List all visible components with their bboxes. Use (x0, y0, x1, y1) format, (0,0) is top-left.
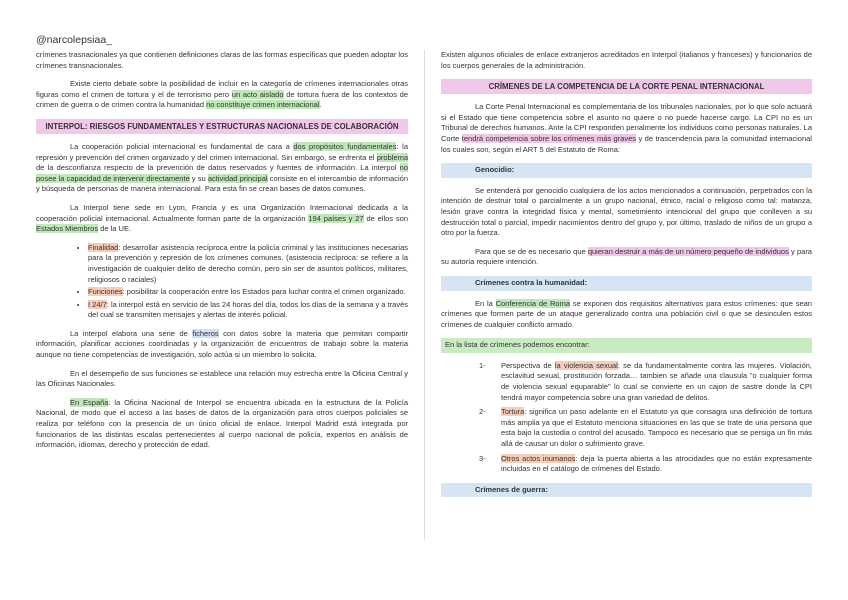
highlight-text: Conferencia de Roma (495, 298, 571, 308)
column-divider (424, 50, 425, 540)
crimes-numbered-list (441, 361, 812, 475)
subheading-genocidio: Genocidio: (441, 163, 812, 178)
subheading-guerra: Crímenes de guerra: (441, 483, 812, 498)
highlight-text: Finalidad (88, 242, 119, 252)
highlight-text: un acto aislado (231, 89, 284, 99)
paragraph-genocidio-requisito: Para que se de es necesario que quieran destruir a más de un número pequeño de individuos y para su autoría requiere intención. (441, 246, 812, 267)
highlight-text: problema (376, 152, 408, 162)
highlight-text: 194 países y 27 (308, 213, 364, 223)
list-item: 1- Perspectiva de la violencia sexual: se da fundamentalmente contra las mujeres. Violación, esclavitud sexual, prostitución forzada… tambien se añade una clausula "o cualquier forma de violencia sexual equparable" lo cual se convierte en un cajon de sastre donde la CPI tendrá mayor competencia sobre una gran variedad de delitos. (479, 360, 812, 402)
paragraph-oficiales: Existen algunos oficiales de enlace extranjeros acreditados en Interpol (italianos y franceses) y funcionarios de los cuerpos generales de la administración. (441, 50, 812, 70)
list-item: • Finalidad: desarrollar asistencia recíproca entre la policía criminal y las instituciones necesarias para la prevención y represión de los crímenes comunes. (asistencia recíproca: se refiere a la investigación de cualquier delito de derecho común, pero sin ser de asuntos políticos, militares, religiosos o raciales) (88, 243, 408, 285)
highlight-text: no constituye crimen internacional (206, 100, 320, 110)
highlight-text: Estados Miembros (36, 224, 99, 234)
paragraph-lyon: La Interpol tiene sede en Lyon, Francia y es una Organización Internacional dedicada a la cooperación policial internacional. Actualmente forman parte de la organización 194 países y 27 de ellos son Estados Miembros de la UE. (36, 202, 408, 234)
author-handle: @narcolepsiaa_ (36, 34, 113, 46)
section-heading-cpi: CRÍMENES DE LA COMPETENCIA DE LA CORTE PENAL INTERNACIONAL (441, 79, 812, 94)
list-item: • Funciones: posibilitar la cooperación entre los Estados para luchar contra el crimen organizado. (88, 287, 408, 298)
highlight-text: I 24/7 (88, 299, 107, 309)
paragraph-corte-penal: La Corte Penal Internacional es complementaria de los tribunales nacionales, por lo que solo actuará si el Estado que tiene competencia sobre el asunto no quiere o no puede hacerse cargo. La CPI no es un Tribunal de derechos humanos. Ante la CPI responden penalmente los individuos como personas naturales. La Corte tendrá competencia sobre los crímenes más graves y de trascendencia para la comunidad internacional los cuales son, según el ART 5 del Estatuto de Roma: (441, 102, 812, 154)
paragraph-conferencia-roma: En la Conferencia de Roma se exponen dos requisitos alternativos para estos crímenes: que sean crímenes que formen parte de un ataque generalizado contra una población civil o que se desinculen estos crímenes de cualquier conflicto armado. (441, 298, 812, 329)
paragraph-ficheros: La interpol elabora una serie de ficheros con datos sobre la materia que permitan compartir información, planificar acciones coordinadas y la organización de encuentros de trabajo sobre la materia aunque no tiene competencias de investigación, solo actúa si un miembro lo solicita. (36, 328, 408, 360)
paragraph-oficinas: En el desempeño de sus funciones se establece una relación muy estrecha entre la Oficina Central y las Oficinas Nacionales. (36, 368, 408, 389)
highlight-text: dos propósitos fundamentales (293, 141, 397, 151)
highlight-text: quieran destruir a más de un número pequeño de individuos (587, 246, 789, 256)
list-item: 2- Tortura: significa un paso adelante en el Estatuto ya que consagra una definición de tortura más amplia ya que el Estatuto menciona situaciones en las que se trate de una persona que esta bajo la custodia o control del acusado. Tampoco es necesario que se persiga un fin más allá de causar un dolor o sufrimiento grave. (479, 407, 812, 449)
highlight-text: actividad principal (207, 173, 268, 183)
interpol-bullet-list (36, 243, 408, 321)
highlight-text: ficheros (192, 328, 219, 338)
paragraph-cooperation: La cooperación policial internacional es fundamental de cara a dos propósitos fundamentales: la represión y prevención del crimen organizado y del crimen internacional. Sin embargo, se enfrenta el problema de la desconfianza respecto de la prevención de datos reservados y fuentes de información. La interpol no posee la capacidad de intervenir directamente y su actividad principal consiste en el intercambio de información y búsqueda de personas de manera internacional. Para esta fin se crean bases de datos comunes. (36, 141, 408, 194)
highlight-text: Tortura (501, 407, 525, 417)
paragraph-genocidio: Se entenderá por genocidio cualquiera de los actos mencionados a continuación, perpetrados con la intención de destruir total o parcialmente a un grupo nacional, étnico, racial o religioso como tal: matanza, lesión grave contra la integridad física y mental, sometimiento intencional del grupo que conlleven a su destrucción total o parcial, impedir nacimientos dentro del grupo y, por último, traslado de niños de un grupo a otro por la fuerza. (441, 185, 812, 238)
right-column (441, 50, 812, 505)
section-heading-interpol: INTERPOL: RIESGOS FUNDAMENTALES Y ESTRUCTURAS NACIONALES DE COLABORACIÓN (36, 119, 408, 134)
highlight-text: Funciones (88, 287, 123, 297)
paragraph-transnational: crímenes trasnacionales ya que contienen definiciones claras de las formas específicas que pueden adoptar los crímenes transnacionales. (36, 50, 408, 70)
paragraph-debate: Existe cierto debate sobre la posibilidad de incluir en la categoría de crímenes internacionales otras figuras como el crimen de tortura y el de terrorismo pero un acto aislado de tortura fuera de los contextos de crimen de guerra o de crimen contra la humanidad no constituye crimen internacional. (36, 79, 408, 110)
highlight-text: Otros actos inumanos (501, 453, 576, 463)
left-column (36, 50, 408, 459)
list-item: 3- Otros actos inumanos: deja la puerta abierta a las atrocidades que no están expresamente incluidas en el catálogo de crímenes del Estado. (479, 453, 812, 474)
highlight-text: la violencia sexual (554, 360, 618, 370)
paragraph-espana: En España: la Oficina Nacional de Interpol se encuentra ubicada en la estructura de la Policía Nacional, de modo que el acceso a las bases de datos de la organización para otros cuerpos policiales se realiza por teléfono con la presencia de un único oficial de enlace. Interpol Madrid está integrada por funcionarios de las distintas escalas pertenecientes al cuerpo nacional de policía, expertos en análisis de información, idiomas, derecho y protección de edad. (36, 397, 408, 450)
subheading-humanidad: Crímenes contra la humanidad: (441, 276, 812, 291)
highlight-text: tendrá competencia sobre los crímenes más graves (461, 133, 637, 143)
highlight-text: no posee la capacidad de intervenir directamente (36, 163, 408, 183)
subheading-lista-crimenes: En la lista de crímenes podemos encontrar: (441, 338, 812, 353)
list-item: • I 24/7: la interpol está en servicio de las 24 horas del día, todos los días de la semana y a través del cual se transmiten mensajes y alertas de interés policial. (88, 300, 408, 321)
highlight-text: En España (70, 397, 109, 407)
